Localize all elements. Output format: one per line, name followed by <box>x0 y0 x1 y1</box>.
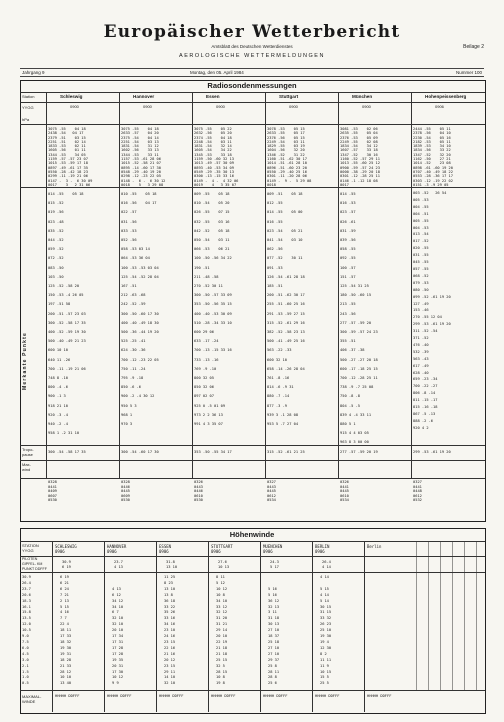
issue-number: Nummer 100 <box>455 69 482 75</box>
hw-wind-data: 8 11 5 12 10 12 10 8 34 10 33 12 32 12 31 20 31 21 29 14 20 10 22 19 21 18 21 18 25 15 32 5 28 15 10 8 19 8 <box>216 575 228 686</box>
hw-station-name: MUENCHEN 0906 <box>263 544 283 554</box>
divider <box>20 460 485 461</box>
station-time: 0900 <box>289 104 298 109</box>
standard-level-data: 3075 -55 04 18 2633 -57 04 20 2375 -54 04 14 2251 -54 03 13 1831 -54 31 12 1602 -56 33 13 1344 -53 33 11 1157 -53 -61 28 06 1015 -52 -58 21 07 0895 -14 -60 17 30 0548 -29 -40 19 20 0298 -12 -23 22 05 0148 - 6 - 6 30 12 0018 5 3 29 08 <box>121 127 166 187</box>
standard-level-data: 3081 -53 02 06 2635 -55 05 04 2376 -53 05 09 2249 -55 02 08 1834 -54 34 12 1607 -57 33 18 1347 -52 30 16 1160 -52 -57 29 11 1013 -55 -60 25 12 0900 -59 -57 24 23 0000 -38 -29 20 18 0301 -12 -28 25 11 0146 -1 -12 18 08 0017 <box>340 127 380 187</box>
hw-station-name: STUTTGART 0906 <box>211 544 233 554</box>
grid-line <box>428 541 429 690</box>
page-title: Europäischer Wetterbericht <box>103 22 401 42</box>
grid-line <box>476 541 477 690</box>
hw-maxwind-head: HHHHH DDFFF <box>367 694 392 698</box>
divider <box>20 478 485 479</box>
station-name: München <box>352 94 373 99</box>
publisher-subtitle: Amtsblatt des Deutschen Wetterdienstes <box>211 44 293 49</box>
hw-station-name: HANNOVER 0906 <box>107 544 127 554</box>
station-time: 0900 <box>362 104 371 109</box>
header-info-line <box>20 68 484 77</box>
significant-level-data: 014 -55 016 -53 023 -57 026 -61 031 -59 039 -56 058 -55 092 -55 100 -57 151 -57 125 -54 31 25 180 -50 -60 15 213 -55 243 -56 277 -57 -59 20 300 -59 -57 24 23 355 -51 406 -37 -38 500 -27 -27 20 18 600 -17 -18 25 15 700 -12 -28 25 11 738 -9 -7 25 08 750 -8 -8 804 -5 -5 839 4 -4 33 11 880 5 1 915 4 4 03 05 963 8 3 00 00 <box>340 192 378 445</box>
hw-pilot-data: 30.9 6 19 <box>62 560 71 569</box>
station-time: 0906 <box>435 104 444 109</box>
station-name: Essen <box>206 94 220 99</box>
tropopause-data: 315 -52 -61 21 25 <box>267 450 305 454</box>
column-divider <box>364 541 365 712</box>
station-name: Stuttgart <box>279 94 299 99</box>
maxwind-data: 0326 0441 0445 0610 0534 <box>340 480 349 503</box>
divider <box>20 102 485 103</box>
hw-km-column: 30.9 26.4 23.7 20.6 18.3 16.1 15.8 13.5 12.0 10.5 9.0 7.5 6.0 4.5 3.0 2.1 1.5 1.0 0.5 <box>22 575 31 686</box>
hpa-label: hPa <box>22 117 30 122</box>
yygg-label: YYGG <box>22 105 34 110</box>
maxwind-data: 0328 0446 0445 0609 0530 <box>121 480 130 503</box>
hw-maxwind-head: HHHHH DDFFF <box>263 694 288 698</box>
hw-pilot-data: 24.3 5 17 <box>270 560 279 569</box>
column-divider <box>119 92 120 478</box>
column-divider <box>411 92 412 478</box>
column-divider <box>208 541 209 712</box>
standard-level-data: 3078 -53 05 15 2633 -55 05 17 2376 -56 05 15 2249 -54 03 11 1829 -55 03 19 1604 -56 32 20 1346 -52 31 22 1160 -51 -62 30 17 1014 -51 -61 28 10 0896 -51 -60 23 20 0550 -29 -40 25 16 0301 -11 -20 28 06 0149 - 9 - 5 29 08 0018 <box>267 127 312 187</box>
hw-pilot-data: 31.8 13 10 <box>166 560 178 569</box>
hw-station-name: SCHLESWIG 0906 <box>55 544 77 554</box>
station-name: Hannover <box>133 94 155 99</box>
grid-line <box>416 541 417 690</box>
maxwind-data: 0328 0441 0409 0607 0530 <box>48 480 57 503</box>
hw-wind-data: 6 19 6 21 6 24 7 21 2 13 5 15 4 16 7 7 22 4 18 11 17 33 18 32 19 30 19 31 18 28 21 33 28 12 10 10 13 40 <box>60 575 72 686</box>
divider <box>20 124 485 125</box>
station-name: Schleswig <box>60 94 83 99</box>
maxwind-label: Max- wind <box>22 462 31 472</box>
hw-wind-data: 4 13 6 12 34 12 34 10 6 7 32 10 32 10 20 10 17 34 17 31 17 28 17 28 19 35 20 31 17 30 10 12 9 9 <box>112 586 124 686</box>
grid-line <box>452 541 453 690</box>
significant-level-data: 009 -55 05 18 010 -54 05 20 026 -55 07 15 032 -55 03 16 042 -52 05 18 050 -54 03 11 066 -53 06 21 100 -50 -56 34 22 190 -51 211 -48 -58 270 -52 30 11 300 -50 -57 33 09 353 -50 -56 35 15 400 -40 -53 30 09 510 -28 -34 33 10 600 29 06 633 -17 -24 700 -13 -15 33 16 733 -13 -16 769 -9 -10 800 32 05 850 32 06 897 02 07 925 0 -5 01 09 973 2 2 36 13 991 4 3 35 07 <box>194 192 232 427</box>
standard-level-data: 3075 -55 05 22 2632 -56 05 20 2374 -55 04 18 2248 -54 03 11 1831 -54 32 14 1605 -54 34 22 1345 -53 33 18 1159 -50 -60 32 13 1013 -49 -57 30 09 0893 -40 -53 34 09 0549 -29 -35 30 13 0300 -13 -15 33 16 0149 - 4 - 4 32 06 0019 4 3 35 07 <box>194 127 239 187</box>
beilage-label: Beilage 2 <box>463 44 484 50</box>
column-divider <box>265 92 266 478</box>
hw-pilot-label: PILOTEN GIPFEL- KM PUNKT DDFFF <box>22 557 47 571</box>
hw-maxwind-head: HHHHH DDFFF <box>315 694 340 698</box>
section-subtitle: AEROLOGISCHE WETTERMELDUNGEN <box>179 53 325 59</box>
jahrgang: Jahrgang 9 <box>22 69 45 75</box>
station-time: 0900 <box>216 104 225 109</box>
hw-maxwind-head: HHHHH DDFFF <box>55 694 80 698</box>
station-name: Hohenpeissenberg <box>425 94 467 99</box>
tropopause-data: 353 -50 -55 34 17 <box>194 450 232 454</box>
hw-maxwind-head: HHHHH DDFFF <box>107 694 132 698</box>
column-divider <box>260 541 261 712</box>
hw-station-name: Berlin <box>367 544 382 549</box>
column-divider <box>192 92 193 478</box>
tropopause-data: 277 -57 -59 20 19 <box>340 450 378 454</box>
station-label: Station <box>22 94 35 99</box>
hw-station-name: BERLIN 0906 <box>315 544 330 554</box>
hoehenwinde-title: Höhenwinde <box>229 530 275 539</box>
grid-line <box>464 541 465 690</box>
hw-wind-data: 11 25 8 23 13 10 13 8 36 18 33 22 35 26 33 16 34 16 23 10 24 16 23 15 22 16 21 16 20 12 23 15 29 11 14 10 32 10 <box>164 575 176 686</box>
significant-level-data: 014 -55 05 18 015 -52 019 -56 023 -48 035 -52 044 -52 059 -52 072 -52 083 -50 103 -50 125 -52 -58 20 150 -53 -4 26 05 197 -51 58 200 -51 -57 23 03 300 -52 -58 17 35 400 -52 -59 19 30 500 -40 -49 21 23 600 10 10 640 11 -26 700 -11 -19 21 06 748 8 -10 800 -4 -6 900 -1 3 918 21 10 920 -3 -4 940 -2 -4 958 1 -2 31 10 <box>48 192 86 436</box>
hw-station-name: ESSEN 0906 <box>159 544 172 554</box>
significant-points-label: Merkante Punkte <box>22 331 28 390</box>
hw-maximal-label: MAXIMAL- WINDE <box>22 694 42 704</box>
column-divider <box>338 92 339 478</box>
hw-pilot-data: 26.4 4 14 <box>322 560 331 569</box>
significant-level-data: 009 -51 05 18 012 -55 014 -55 05 00 016 -55 023 -54 05 21 041 -54 03 10 062 -56 077 -52 30 11 091 -53 126 -54 -61 28 18 185 -51 200 -51 -62 30 17 255 -51 -60 25 16 291 -53 -59 27 15 315 -52 -61 29 16 382 -52 -58 23 13 500 -41 -49 25 16 563 -22 -33 600 32 10 658 -14 -26 28 04 761 -8 -16 814 -6 -9 31 880 -7 -14 877 -3 -9 939 3 -1 28 08 953 5 -7 27 04 <box>267 192 305 427</box>
tropopause-label: Tropo- pause <box>22 447 34 457</box>
standard-level-data: 2444 -55 05 11 2378 -56 04 10 2230 -54 05 16 2182 -53 05 11 1839 -53 34 10 1834 -56 33 22 1347 -52 32 20 1162 -50 27 21 1014 -52 23 08 0898 -61 -60 19 20 0707 -40 -49 18 22 0553 -28 -36 17 17 0303 -12 -19 22 02 0151 -3 -9 29 05 <box>413 127 453 187</box>
significant-level-data: 010 -55 05 18 016 -56 04 17 022 -57 031 -56 033 -53 052 -56 058 -53 03 14 064 -53 36 04 100 -53 -53 03 04 125 -54 -52 28 04 167 -51 212 -63 -68 242 -52 -59 300 -50 -60 17 30 400 -40 -49 18 30 500 -36 -44 19 20 525 -25 -41 624 -30 -36 700 -12 -23 22 05 750 -11 -24 795 -9 -18 850 -6 -6 900 -2 -4 30 12 950 5 3 968 1 970 3 <box>121 192 159 427</box>
tropopause-data: 299 -53 -61 19 20 <box>413 450 451 454</box>
hw-pilot-data: 23.7 4 13 <box>114 560 123 569</box>
hw-wind-data: 5 16 5 16 36 12 32 13 3 11 31 18 30 13 27 10 18 37 25 18 27 10 27 10 29 37 25 8 28 11 28 8 25 6 <box>268 586 280 686</box>
maxwind-data: 0326 0443 0446 0610 0530 <box>194 480 203 503</box>
standard-level-data: 3075 -55 04 18 2438 -54 04 17 2379 -51 03 15 2251 -51 02 14 1833 -53 02 11 1605 -56 01 11 1344 -53 34 05 1159 -57 -57 23 07 1015 -53 -59 17 18 0897 -49 -61 17 35 0550 -28 -42 18 23 0299 -11 -19 21 06 0147 - 3 - 6 30 09 0017 3 2 31 06 <box>48 127 93 187</box>
divider <box>20 92 485 93</box>
maxwind-data: 0327 0443 0445 0612 0534 <box>267 480 276 503</box>
divider <box>20 445 485 446</box>
tropopause-data: 300 -54 -60 17 30 <box>121 450 159 454</box>
hw-maxwind-head: HHHHH DDFFF <box>159 694 184 698</box>
hw-pilot-data: 27.6 10 13 <box>218 560 230 569</box>
hw-wind-data: 4 14 5 15 4 14 5 14 30 15 31 15 33 32 26 23 25 10 19 30 19 4 12 30 8 2 11 11 11 9 10 15 15 5 25 5 <box>320 575 332 686</box>
maxwind-data: 0327 0441 0448 0612 0532 <box>413 480 422 503</box>
grid-line <box>440 541 441 690</box>
issue-date: Montag, den 05. April 1984 <box>190 69 244 75</box>
column-divider <box>156 541 157 712</box>
significant-level-data: 003 -52 26 54 005 -53 004 -55 004 -51 005 -55 004 -53 013 -54 017 -52 020 -55 031 -55 045 -55 057 -55 068 -52 079 -53 080 -50 099 -52 -61 19 20 127 -49 153 -46 270 -55 12 04 299 -53 -61 19 20 311 -52 -54 371 -52 476 -40 532 -39 563 -43 617 -49 628 -40 659 -23 -34 700 -22 -27 806 -8 -14 811 -15 -17 815 -16 -18 867 -5 -13 888 -2 -6 920 4 2 <box>413 191 451 430</box>
hw-maxwind-head: HHHHH DDFFF <box>211 694 236 698</box>
station-time: 0900 <box>70 104 79 109</box>
station-time: 0900 <box>143 104 152 109</box>
radiosonde-title: Radiosondenmessungen <box>207 81 297 90</box>
column-divider <box>312 541 313 712</box>
divider <box>20 690 485 691</box>
column-divider <box>104 541 105 712</box>
column-divider <box>52 541 53 712</box>
hw-station-label: STATION YYGG <box>22 543 39 553</box>
column-divider <box>46 92 47 478</box>
tropopause-data: 300 -54 -58 17 35 <box>48 450 86 454</box>
